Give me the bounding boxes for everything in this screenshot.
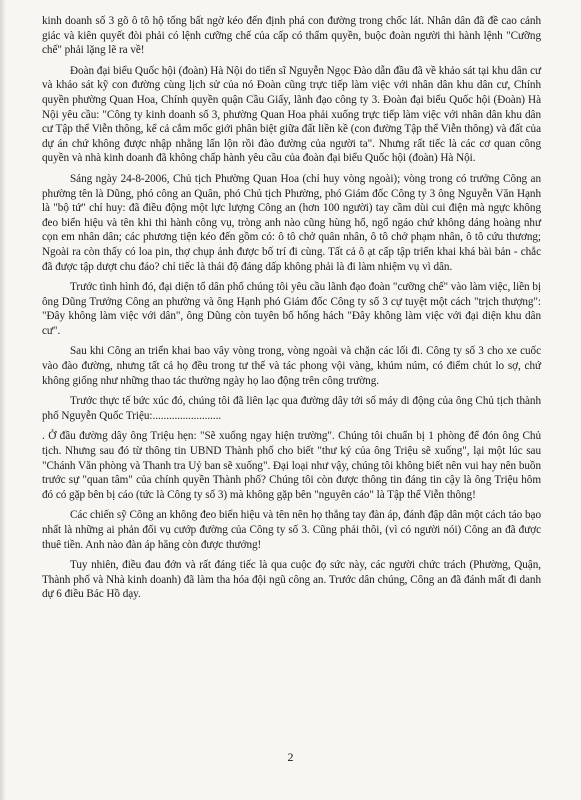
paragraph-3: Sáng ngày 24-8-2006, Chủ tịch Phường Quan Hoa (chỉ huy vòng ngoài); vòng trong có trưởng Công an phường tên là Dũng, phó công an Quân, phó Chủ tịch Phường, phó Giám đốc Công ty 3 ông Nguyễn Văn Hạnh là "bộ tứ" chỉ huy: đã điều động một lực lượng Công an (hơn 100 người) tay cầm dùi cui điện mà ngực không đeo biển hiệu và tên khi thi hành công vụ, tròng anh nào cũng hùng hổ, ngổ ngáo chứ không dáng hoàng như cọn em nhân dân; các phương tiện kéo đến gồm có: ô tô chở quân nhân, ô tô chở phạm nhân, ô tô cứu thương; Ngoài ra còn thấy có loa pin, thợ chụp ảnh được bố trí đi cùng. Tất cả ô ạt cấp tập triển khai khá bài bản - chắc đã được tập dượt chu đáo? chỉ tiếc là thái độ đáng dấp không phải là đi làm nhiệm vụ vì dân. <box>42 172 541 273</box>
paragraph-1: kinh doanh số 3 gõ ô tô hộ tống bất ngờ kéo đến định phá con đường trong chốc lát. Nhân dân đã đề cao cảnh giác và kiên quyết đòi phải có lệnh cưỡng chế của cấp có thẩm quyền, buộc đoàn người thi hành lệnh "Cưỡng chế" phải lặng lẽ ra về! <box>42 15 541 57</box>
paragraph-2: Đoàn đại biểu Quốc hội (đoàn) Hà Nội do tiến sĩ Nguyễn Ngọc Đào dẫn đầu đã về khảo sát tại khu dân cư và khảo sát kỹ con đường cùng lịch sử của nó Đoàn cũng trực tiếp làm việc với nhân dân khu dân cư, Chính quyền phường Quan Hoa, Chính quyền quận Cầu Giấy, lãnh đạo công ty 3. Đoàn đại biểu Quốc hội (Đoàn) Hà Nội yêu cầu: "Công ty kinh doanh số 3, phường Quan Hoa phải xuống trực tiếp làm việc với nhân dân khu dân cư Tập thể Viễn thông, kể cả cắm mốc giới phân biệt giữa đất liền kề (con đường Tập thể Viễn thông) và đất của dự án chứ không được nhập nhằng lấn lộn rồi đào đường của người ta". Nhưng rất tiếc là các cơ quan công quyền và nhà kinh doanh đã không chấp hành yêu cầu của đoàn đại biểu Quốc hội (đoàn) Hà Nội. <box>42 64 541 165</box>
paragraph-8: Các chiến sỹ Công an không đeo biển hiệu và tên nên họ thẳng tay đàn áp, đánh đập dân một cách táo bạo nhất là những ai phản đối vụ cướp đường của Công ty số 3. Cũng phải thôi, (vì có người nói) Công an đã được thuê tiền. Anh nào đàn áp hăng còn được thưởng! <box>42 509 541 551</box>
paragraph-5: Sau khi Công an triển khai bao vây vòng trong, vòng ngoài và chặn các lối đi. Công ty số 3 cho xe cuốc vào đào đường, nhưng tất cả họ đều trong tư thế và tác phong vội vàng, khúm núm, có điểm chút lo sợ, chứ không giống như những thao tác thường ngày họ lao động trên công trường. <box>42 345 541 387</box>
paragraph-4: Trước tình hình đó, đại diện tổ dân phố chúng tôi yêu cầu lãnh đạo đoàn "cưỡng chế" vào làm việc, liền bị ông Dũng Trưởng Công an phường và ông Hạnh phó Giám đốc Công ty số 3 cự tuyệt một cách "trịch thượng": "Đây không làm việc với dân", ông Dũng còn tuyên bố hống hách "Đây không làm việc với đại diện khu dân cư". <box>42 281 541 337</box>
page-number: 2 <box>287 750 294 764</box>
paragraph-6: Trước thực tế bức xúc đó, chúng tôi đã liên lạc qua đường dây tới số máy di động của ông Chủ tịch thành phố Nguyễn Quốc Triệu:......................... <box>42 395 541 422</box>
paragraph-9: Tuy nhiên, điều đau đớn và rất đáng tiếc là qua cuộc đọ sức này, các người chức trách (Phường, Quận, Thành phố và Nhà kinh doanh) đã làm tha hóa đội ngũ công an. Trước dân chúng, Công an đã đánh mất đi danh dự 6 điều Bác Hồ dạy. <box>42 559 541 601</box>
paragraph-7: . Ở đầu đường dây ông Triệu hẹn: "Sẽ xuống ngay hiện trường". Chúng tôi chuẩn bị 1 phòng để đón ông Chủ tịch. Nhưng sau đó từ thông tin UBND Thành phố cho biết "thư ký của ông Triệu sẽ xuống", lại một lúc sau "Chánh Văn phòng và Thanh tra Uỷ ban sẽ xuống". Đại loại như vậy, chúng tôi không biết nên vui hay nên buồn trước sự "quan tâm" của chính quyền Thành phố? Chúng tôi còn được thông tin đáng tin cậy là ông Triệu hôm đó có gặp bên bị cáo (tức là Công ty số 3) mà không gặp bên "nguyên cáo" là Tập thể Viễn thông! <box>42 430 542 501</box>
